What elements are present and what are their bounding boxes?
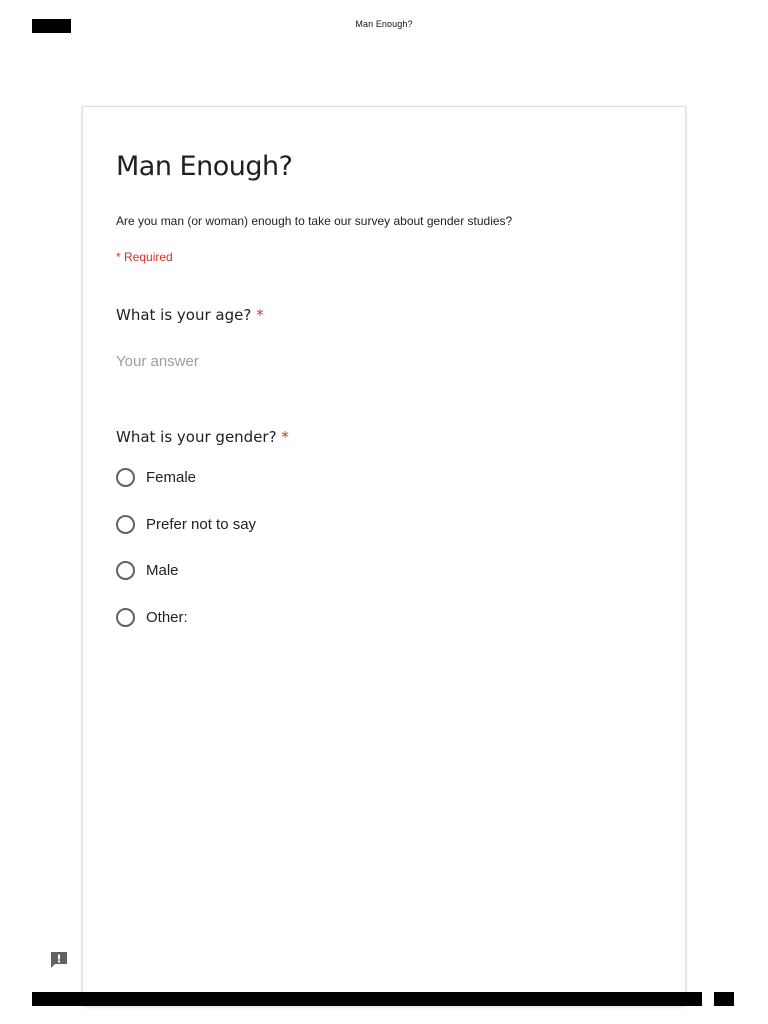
required-star: * xyxy=(281,428,289,446)
radio-button-icon[interactable] xyxy=(116,468,135,487)
radio-option-prefer-not-to-say[interactable] xyxy=(116,513,256,535)
radio-label: Prefer not to say xyxy=(146,515,257,533)
radio-option-male[interactable] xyxy=(116,559,179,581)
form-card xyxy=(82,106,686,1006)
radio-label: Male xyxy=(146,561,179,579)
form-title: Man Enough? xyxy=(116,151,293,182)
required-note: * Required xyxy=(116,250,173,264)
required-star: * xyxy=(256,306,264,324)
report-problem-icon[interactable] xyxy=(49,950,69,970)
radio-button-icon[interactable] xyxy=(116,608,135,627)
radio-label: Other: xyxy=(146,608,188,626)
redacted-bar xyxy=(32,992,702,1006)
radio-option-female[interactable] xyxy=(116,466,196,488)
question-age-title xyxy=(116,306,264,324)
age-answer-input[interactable] xyxy=(116,349,376,373)
redacted-block xyxy=(714,992,734,1006)
form-description: Are you man (or woman) enough to take our survey about gender studies? xyxy=(116,214,513,228)
page-header-title: Man Enough? xyxy=(355,19,413,29)
radio-label: Female xyxy=(146,468,197,486)
radio-option-other[interactable] xyxy=(116,606,188,628)
radio-button-icon[interactable] xyxy=(116,515,135,534)
radio-button-icon[interactable] xyxy=(116,561,135,580)
question-gender-label: What is your gender? xyxy=(116,428,277,446)
question-gender-title xyxy=(116,428,289,446)
question-age-label: What is your age? xyxy=(116,306,252,324)
